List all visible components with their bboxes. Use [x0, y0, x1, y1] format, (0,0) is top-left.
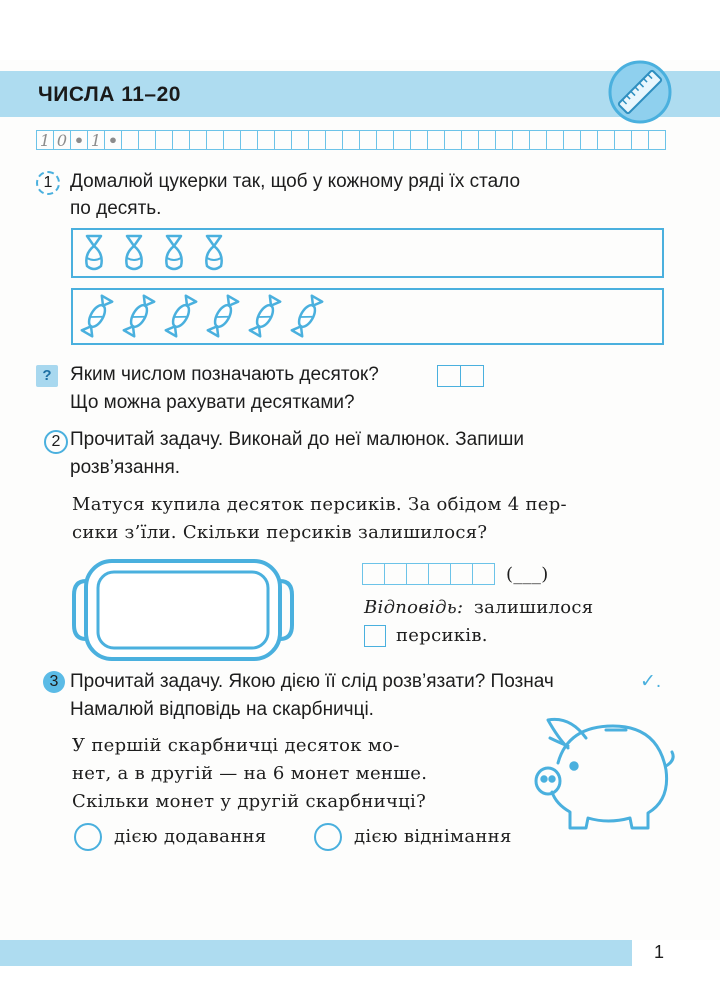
grid-cell[interactable] — [461, 130, 479, 150]
grid-cell[interactable] — [450, 563, 473, 585]
question-badge: ? — [36, 365, 58, 387]
solution-grid[interactable] — [362, 563, 494, 585]
tray-drawing[interactable] — [70, 555, 296, 665]
grid-cell[interactable] — [393, 130, 411, 150]
grid-cell[interactable] — [223, 130, 241, 150]
grid-cell[interactable] — [376, 130, 394, 150]
task-3-problem-line2: нет, а в другій — на 6 монет менше. — [72, 763, 428, 784]
grid-cell[interactable] — [495, 130, 513, 150]
task-2-problem-line1: Матуся купила десяток персиків. За обідом 4 пер- — [72, 494, 567, 515]
writing-grid — [36, 130, 665, 150]
grid-cell[interactable] — [529, 130, 547, 150]
twisted-candy-icon — [250, 296, 280, 337]
task-2-line1: Прочитай задачу. Виконай до неї малюнок. Запиши — [70, 429, 524, 450]
option-addition-radio[interactable] — [74, 823, 102, 851]
option-addition-label: дією додавання — [114, 826, 267, 847]
twisted-candy-icon — [166, 296, 196, 337]
units-parentheses[interactable]: (___) — [506, 564, 549, 585]
option-subtraction-radio[interactable] — [314, 823, 342, 851]
twisted-candy-icon — [208, 296, 238, 337]
grid-cell[interactable] — [563, 130, 581, 150]
grid-cell[interactable] — [121, 130, 139, 150]
twisted-candy-icon — [292, 296, 322, 337]
grid-cell[interactable] — [406, 563, 429, 585]
task-2-number: 2 — [44, 430, 68, 454]
grid-cell[interactable] — [597, 130, 615, 150]
answer-text-2: персиків. — [396, 625, 488, 646]
grid-cell[interactable] — [580, 130, 598, 150]
task-2-line2: розв’язання. — [70, 457, 181, 478]
grid-cell[interactable] — [342, 130, 360, 150]
grid-cell: 0 — [53, 130, 71, 150]
grid-cell[interactable] — [138, 130, 156, 150]
grid-cell[interactable] — [240, 130, 258, 150]
footer-band — [0, 940, 632, 966]
grid-cell[interactable] — [257, 130, 275, 150]
grid-cell[interactable] — [206, 130, 224, 150]
grid-cell[interactable] — [155, 130, 173, 150]
option-subtraction-label: дією віднімання — [354, 826, 512, 847]
twisted-candy-icon — [124, 296, 154, 337]
grid-cell: • — [70, 130, 88, 150]
grid-cell[interactable] — [172, 130, 190, 150]
grid-cell[interactable] — [614, 130, 632, 150]
grid-cell[interactable] — [362, 563, 385, 585]
twisted-candy-icon — [82, 296, 112, 337]
page-number: 1 — [654, 942, 665, 962]
answer-cell[interactable] — [460, 365, 484, 387]
grid-cell[interactable] — [308, 130, 326, 150]
grid-cell[interactable] — [274, 130, 292, 150]
grid-cell[interactable] — [546, 130, 564, 150]
candy-row-1[interactable] — [71, 228, 664, 278]
wrapped-candy-icon — [86, 236, 101, 269]
task-3-line2: Намалюй відповідь на скарбничці. — [70, 699, 374, 720]
wrapped-candy-icon — [166, 236, 181, 269]
task-2-problem-line2: сики з’їли. Скільки персиків залишилося? — [72, 522, 488, 543]
grid-cell[interactable] — [428, 563, 451, 585]
grid-cell[interactable] — [427, 130, 445, 150]
answer-text-1: залишилося — [474, 597, 594, 618]
grid-cell[interactable] — [478, 130, 496, 150]
grid-cell[interactable] — [359, 130, 377, 150]
grid-cell: • — [104, 130, 122, 150]
grid-cell[interactable] — [384, 563, 407, 585]
candy-row-2-drawing — [73, 290, 662, 343]
workbook-page — [0, 60, 720, 962]
grid-cell[interactable] — [648, 130, 666, 150]
question-line2: Що можна рахувати десятками? — [70, 392, 355, 413]
answer-number-box[interactable] — [364, 625, 386, 647]
grid-cell[interactable] — [512, 130, 530, 150]
task-3-number: 3 — [43, 671, 65, 693]
task-3-problem-line3: Скільки монет у другій скарбничці? — [72, 791, 427, 812]
candy-row-1-drawing — [73, 230, 662, 276]
grid-cell: 1 — [36, 130, 54, 150]
grid-cell[interactable] — [410, 130, 428, 150]
task-1-text-line1: Домалюй цукерки так, щоб у кожному ряді їх стало — [70, 171, 521, 192]
answer-label: Відповідь: — [364, 597, 464, 618]
ruler-icon — [608, 60, 672, 124]
task-1-number: 1 — [36, 171, 60, 195]
candy-row-2[interactable] — [71, 288, 664, 345]
answer-cell[interactable] — [437, 365, 461, 387]
question-line1: Яким числом позначають десяток? — [70, 364, 379, 385]
task-3-line1: Прочитай задачу. Якою дією її слід розв’язати? Познач — [70, 671, 554, 692]
grid-cell[interactable] — [325, 130, 343, 150]
task-1-text-line2: по десять. — [70, 198, 162, 219]
grid-cell[interactable] — [291, 130, 309, 150]
checkmark-icon: ✓. — [640, 671, 662, 692]
wrapped-candy-icon — [126, 236, 141, 269]
wrapped-candy-icon — [206, 236, 221, 269]
piggy-bank-icon[interactable] — [528, 708, 676, 838]
grid-cell[interactable] — [189, 130, 207, 150]
grid-cell[interactable] — [444, 130, 462, 150]
grid-cell: 1 — [87, 130, 105, 150]
grid-cell[interactable] — [472, 563, 495, 585]
page-title: ЧИСЛА 11–20 — [38, 83, 181, 106]
grid-cell[interactable] — [631, 130, 649, 150]
task-3-problem-line1: У першій скарбничці десяток мо- — [72, 735, 400, 756]
